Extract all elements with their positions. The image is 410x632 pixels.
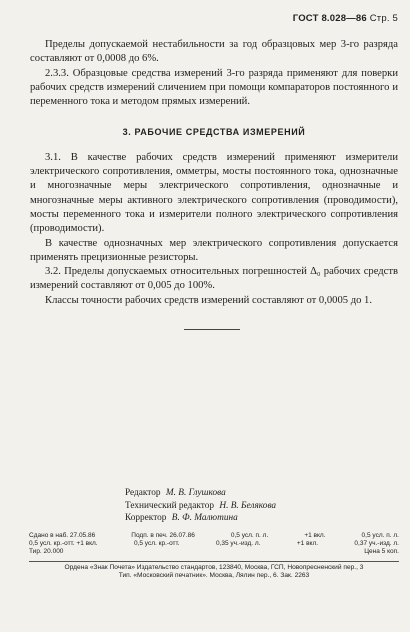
imprint-cell: Цена 5 коп. bbox=[364, 548, 399, 556]
imprint-cell: 0,35 уч.-изд. л. bbox=[215, 540, 261, 548]
imprint-cell: Сдано в наб. 27.05.86 bbox=[29, 532, 96, 539]
paragraph: 3.2. Пределы допускаемых относительных погрешностей Δ₀ рабочих средств измерений составляют от 0,005 до 100%. bbox=[30, 266, 398, 292]
imprint-cell: Тир. 20.000 bbox=[29, 548, 64, 556]
imprint-block bbox=[29, 532, 399, 556]
page-number: Стр. 5 bbox=[369, 13, 398, 24]
imprint-cell: +1 вкл. bbox=[304, 532, 326, 539]
imprint-row bbox=[29, 548, 399, 556]
editor-label: Редактор bbox=[125, 488, 161, 498]
footer-rule bbox=[29, 561, 399, 562]
editor-label: Технический редактор bbox=[125, 500, 215, 511]
publisher-footer bbox=[29, 564, 399, 580]
editor-name: М. В. Глушкова bbox=[165, 488, 226, 498]
imprint-cell: Подп. в печ. 26.07.86 bbox=[131, 532, 195, 539]
imprint-cell: 0,5 усл. п. л. bbox=[361, 532, 399, 539]
imprint-row bbox=[29, 540, 399, 548]
editor-line bbox=[125, 500, 276, 513]
editors-block bbox=[125, 487, 276, 525]
imprint-cell: 0,5 усл. кр.-отт. +1 вкл. bbox=[29, 540, 98, 548]
imprint-cell: 0,37 уч.-изд. л. bbox=[354, 540, 399, 548]
imprint-cell: +1 вкл. bbox=[296, 540, 319, 548]
paragraph: Классы точности рабочих средств измерений составляют от 0,0005 до 1. bbox=[45, 294, 372, 306]
page-header bbox=[293, 13, 398, 24]
imprint-row bbox=[29, 532, 399, 540]
paragraph: 2.3.3. Образцовые средства измерений 3-го разряда применяют для поверки рабочих средств измерений сличением при помощи компараторов постоянного и переменного тока и методом прямых измерений. bbox=[30, 67, 398, 108]
section-title: 3. РАБОЧИЕ СРЕДСТВА ИЗМЕРЕНИЙ bbox=[122, 127, 306, 138]
imprint-cell: 0,5 усл. кр.-отт. bbox=[133, 540, 180, 548]
separator-rule bbox=[184, 329, 240, 330]
paragraph: Пределы допускаемой нестабильности за год образцовых мер 3-го разряда составляют от 0,0008 до 6%. bbox=[30, 39, 398, 65]
footer-line: Ордена «Знак Почета» Издательство стандартов, 123840, Москва, ГСП, Новопресненский пер., 3 bbox=[64, 564, 364, 571]
standard-number: ГОСТ 8.028—86 bbox=[292, 13, 367, 24]
editor-line bbox=[125, 512, 276, 525]
editor-label: Корректор bbox=[125, 513, 167, 524]
paragraph: В качестве однозначных мер электрического сопротивления допускается применять прецизионные резисторы. bbox=[30, 237, 398, 263]
editor-name: В. Ф. Малютина bbox=[171, 513, 238, 524]
footer-line: Тип. «Московский печатник». Москва, Лялин пер., 6. Зак. 2263 bbox=[118, 572, 310, 580]
editor-line bbox=[125, 487, 276, 500]
paragraph: 3.1. В качестве рабочих средств измерений применяют измерители электрического сопротивления, омметры, мосты постоянного тока, однозначные и многозначные меры электрического сопротивления, однозначные и многозначные меры активного электрического сопротивления (проводимости), мосты переменного тока и измерители полного электрического сопротивления (проводимости). bbox=[30, 151, 398, 235]
editor-name: Н. В. Белякова bbox=[219, 500, 277, 511]
body-text bbox=[30, 38, 398, 308]
imprint-cell: 0,5 усл. п. л. bbox=[230, 532, 269, 539]
